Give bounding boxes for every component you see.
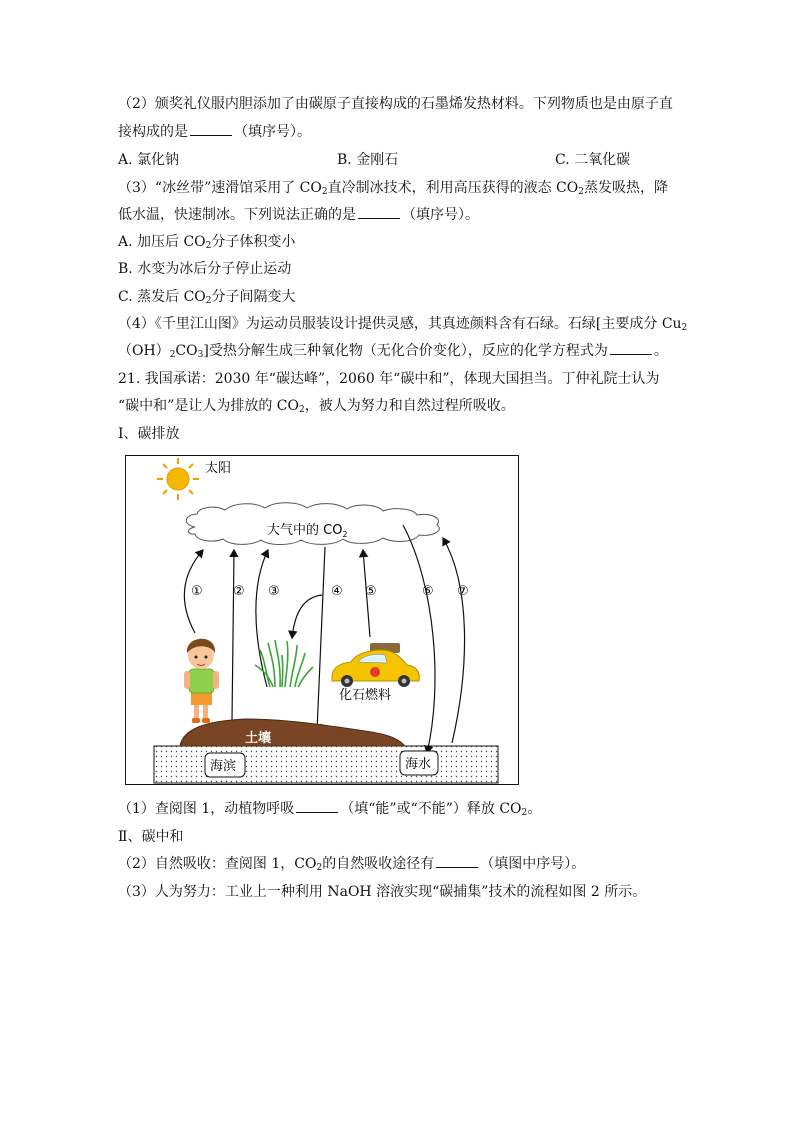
q21-line2: “碳中和”是让人为排放的 $CO_2$，被人为努力和自然过程所吸收。: [118, 398, 515, 415]
arrow-label-6: ⑥: [422, 584, 434, 599]
answer-blank[interactable]: [190, 122, 232, 136]
q21-line1: 21. 我国承诺：2030 年“碳达峰”，2060 年“碳中和”，体现大国担当。丁仲礼院士认为: [118, 371, 660, 387]
q3-line2: 低水温，快速制冰。下列说法正确的是 （填序号）。: [118, 207, 479, 223]
answer-blank[interactable]: [436, 854, 478, 868]
arrow-label-4: ④: [331, 584, 343, 599]
sea-label: 海水: [405, 757, 432, 772]
arrow-label-3: ③: [268, 584, 280, 599]
cloud-co2-label: 大气中的 $CO_2$: [267, 523, 348, 539]
answer-blank[interactable]: [610, 341, 652, 355]
q2-option-b[interactable]: B. 金刚石: [337, 152, 399, 168]
q2-option-c[interactable]: C. 二氧化碳: [555, 152, 631, 168]
answer-blank[interactable]: [358, 205, 400, 219]
arrow-label-5: ⑤: [365, 584, 377, 599]
q2-line2: 接构成的是 （填序号）。: [118, 124, 311, 140]
q3-option-c[interactable]: C. 蒸发后 $CO_2$分子间隔变大: [118, 289, 296, 306]
q2-line1: （2）颁奖礼仪服内胆添加了由碳原子直接构成的石墨烯发热材料。下列物质也是由原子直: [118, 96, 673, 112]
answer-blank[interactable]: [296, 799, 338, 813]
q21-sub2: （2）自然吸收：查阅图 1，$CO_2$的自然吸收途径有 （填图中序号）。: [118, 856, 586, 873]
arrow-label-2: ②: [233, 584, 245, 599]
q3-line1: （3）“冰丝带”速滑馆采用了 $CO_2$直冷制冰技术，利用高压获得的液态 $CO_2$蒸发吸热，降: [118, 180, 668, 197]
carbon-cycle-figure: [125, 455, 519, 785]
shore-label: 海滨: [210, 759, 237, 774]
arrow-label-7: ⑦: [457, 584, 469, 599]
soil-label: 土壤: [245, 731, 272, 746]
q2-option-a[interactable]: A. 氯化钠: [118, 152, 180, 168]
q4-line2: $(OH)_2CO_3$]受热分解生成三种氧化物（无化合价变化），反应的化学方程式为 。: [118, 343, 668, 360]
section-carbon-emission: Ⅰ、碳排放: [118, 426, 180, 442]
fossil-fuel-label: 化石燃料: [339, 688, 392, 703]
arrow-label-1: ①: [191, 584, 203, 599]
q4-line1: （4）《千里江山图》为运动员服装设计提供灵感，其真迹颜料含有石绿。石绿[主要成分 $Cu_2$: [118, 316, 688, 333]
q3-option-a[interactable]: A. 加压后 $CO_2$分子体积变小: [118, 234, 296, 251]
q3-option-b[interactable]: B. 水变为冰后分子停止运动: [118, 261, 292, 277]
section-carbon-neutral: Ⅱ、碳中和: [118, 829, 184, 845]
q21-sub1: （1）查阅图 1，动植物呼吸 （填“能”或“不能”）释放 $CO_2$。: [118, 801, 542, 818]
sun-label: 太阳: [205, 461, 232, 476]
q21-sub3: （3）人为努力：工业上一种利用 NaOH 溶液实现“碳捕集”技术的流程如图 2 所示。: [118, 884, 647, 900]
